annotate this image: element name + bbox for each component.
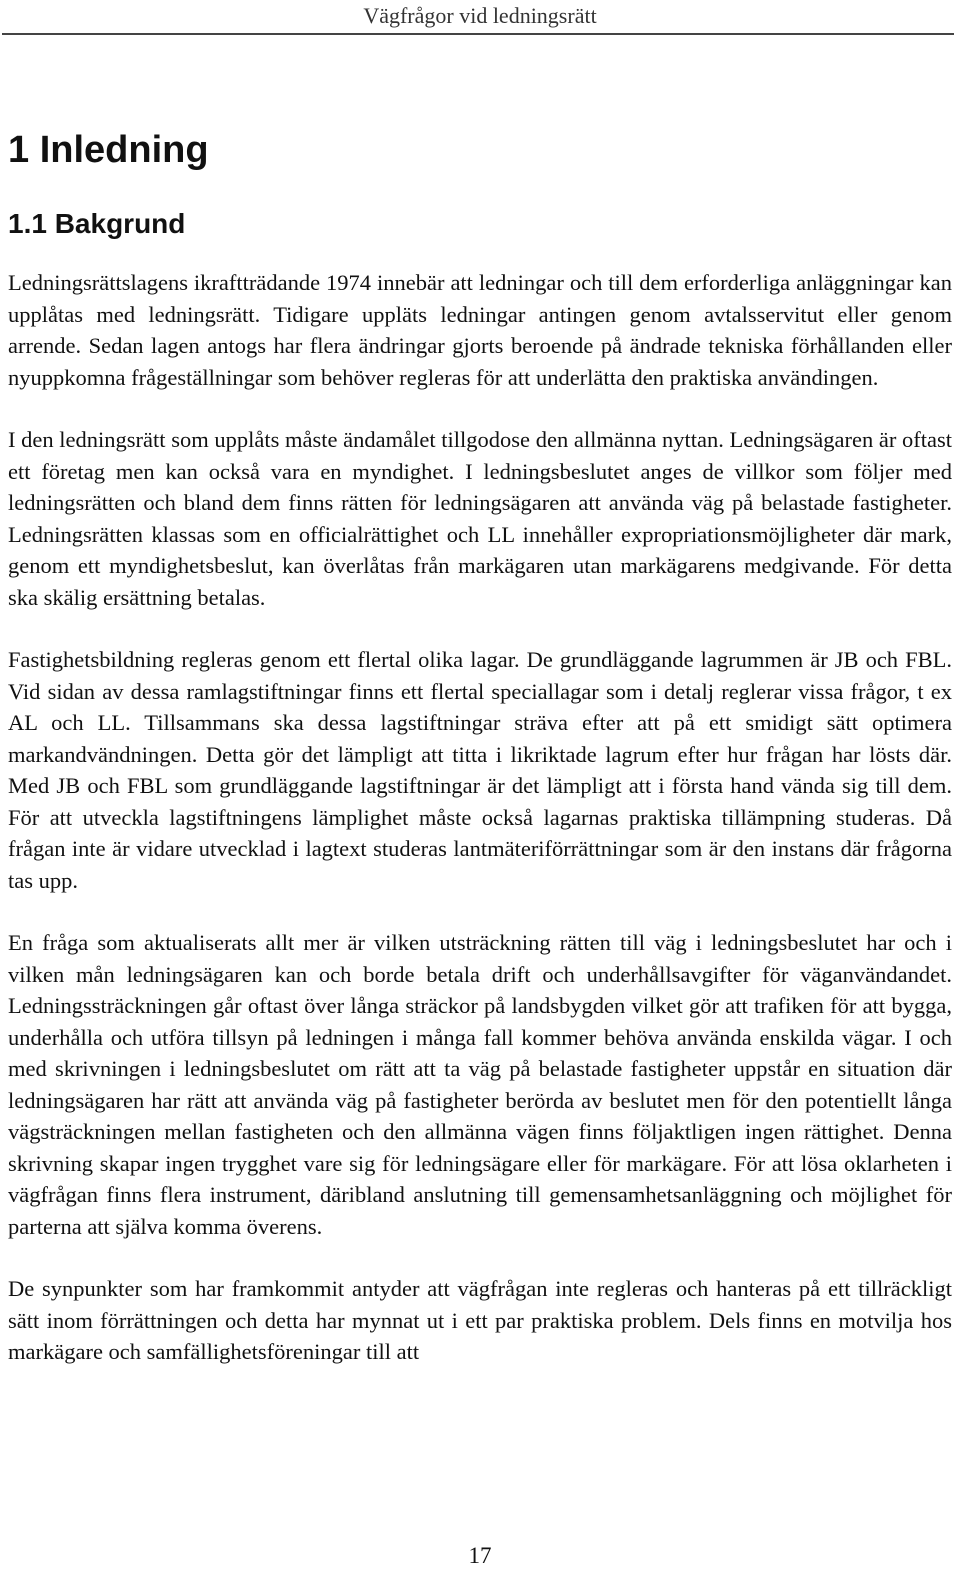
running-header: Vägfrågor vid ledningsrätt bbox=[363, 3, 597, 28]
header-divider bbox=[2, 33, 954, 35]
paragraph-4: En fråga som aktualiserats allt mer är vilken utsträckning rätten till väg i ledningsbeslutet har och i vilken mån ledningsägaren kan och borde betala drift och underhållsavgifter för väganvändandet. Ledningssträckningen går oftast över långa sträckor på landsbygden vilket gör att trafiken för att bygga, underhålla och utföra tillsyn på ledningen i många fall kommer behöva använda enskilda vägar. I och med skrivningen i ledningsbeslutet om rätt att ta väg på belastade fastigheter uppstår en situation där ledningsägaren har rätt att använda väg på fastigheter berörda av beslutet men för den potentiellt långa vägsträckningen mellan fastigheten och den allmänna vägen finns följaktligen ingen rättighet. Denna skrivning skapar ingen trygghet vare sig för ledningsägare eller för markägare. För att lösa oklarheten i vägfrågan finns flera instrument, däribland anslutning till gemensamhetsanläggning och möjlighet för parterna att själva komma överens. bbox=[8, 930, 952, 1239]
paragraph-2: I den ledningsrätt som upplåts måste ändamålet tillgodose den allmänna nyttan. Ledningsägaren är oftast ett företag men kan också vara en myndighet. I ledningsbeslutet anges de villkor som följer med ledningsrätten och bland dem finns rätten för ledningsägaren att använda väg på belastade fastigheter. Ledningsrätten klassas som en officialrättighet och LL innehåller expropriationsmöjligheter där mark, genom ett myndighetsbeslut, kan överlåtas från markägaren utan markägarens medgivande. För detta ska skälig ersättning betalas. bbox=[8, 427, 952, 610]
chapter-heading: 1 Inledning bbox=[8, 129, 209, 171]
paragraph-3: Fastighetsbildning regleras genom ett flertal olika lagar. De grundläggande lagrummen är JB och FBL. Vid sidan av dessa ramlagstiftningar finns ett flertal speciallagar som i detalj reglerar vissa frågor, t ex AL och LL. Tillsammans ska dessa lagstiftningar sträva efter att på ett smidigt sätt optimera markandvändningen. Detta gör det lämpligt att titta i likriktade lagrum efter hur frågan har lösts där. Med JB och FBL som grundläggande lagstiftningar är det lämpligt att i första hand vända sig till dem. För att utveckla lagstiftningens lämplighet måste också lagarnas praktiska tillämpning studeras. Då frågan inte är vidare utvecklad i lagtext studeras lantmäteriförrättningar som är den instans där frågorna tas upp. bbox=[8, 647, 952, 893]
paragraph-5: De synpunkter som har framkommit antyder att vägfrågan inte regleras och hanteras på ett tillräckligt sätt inom förrättningen och detta har mynnat ut i ett par praktiska problem. Dels finns en motvilja hos markägare och samfällighetsföreningar till att bbox=[8, 1276, 952, 1364]
paragraph-1: Ledningsrättslagens ikraftträdande 1974 innebär att ledningar och till dem erforderliga anläggningar kan upplåtas med ledningsrätt. Tidigare uppläts ledningar antingen genom avtalsservitut eller genom arrende. Sedan lagen antogs har flera ändringar gjorts beroende på ändrade tekniska förhållanden eller nyuppkomna frågeställningar som behöver regleras för att underlätta den praktiska användingen. bbox=[8, 270, 952, 390]
section-heading: 1.1 Bakgrund bbox=[8, 208, 186, 239]
page-number: 17 bbox=[468, 1543, 492, 1568]
page-body bbox=[8, 126, 952, 1399]
